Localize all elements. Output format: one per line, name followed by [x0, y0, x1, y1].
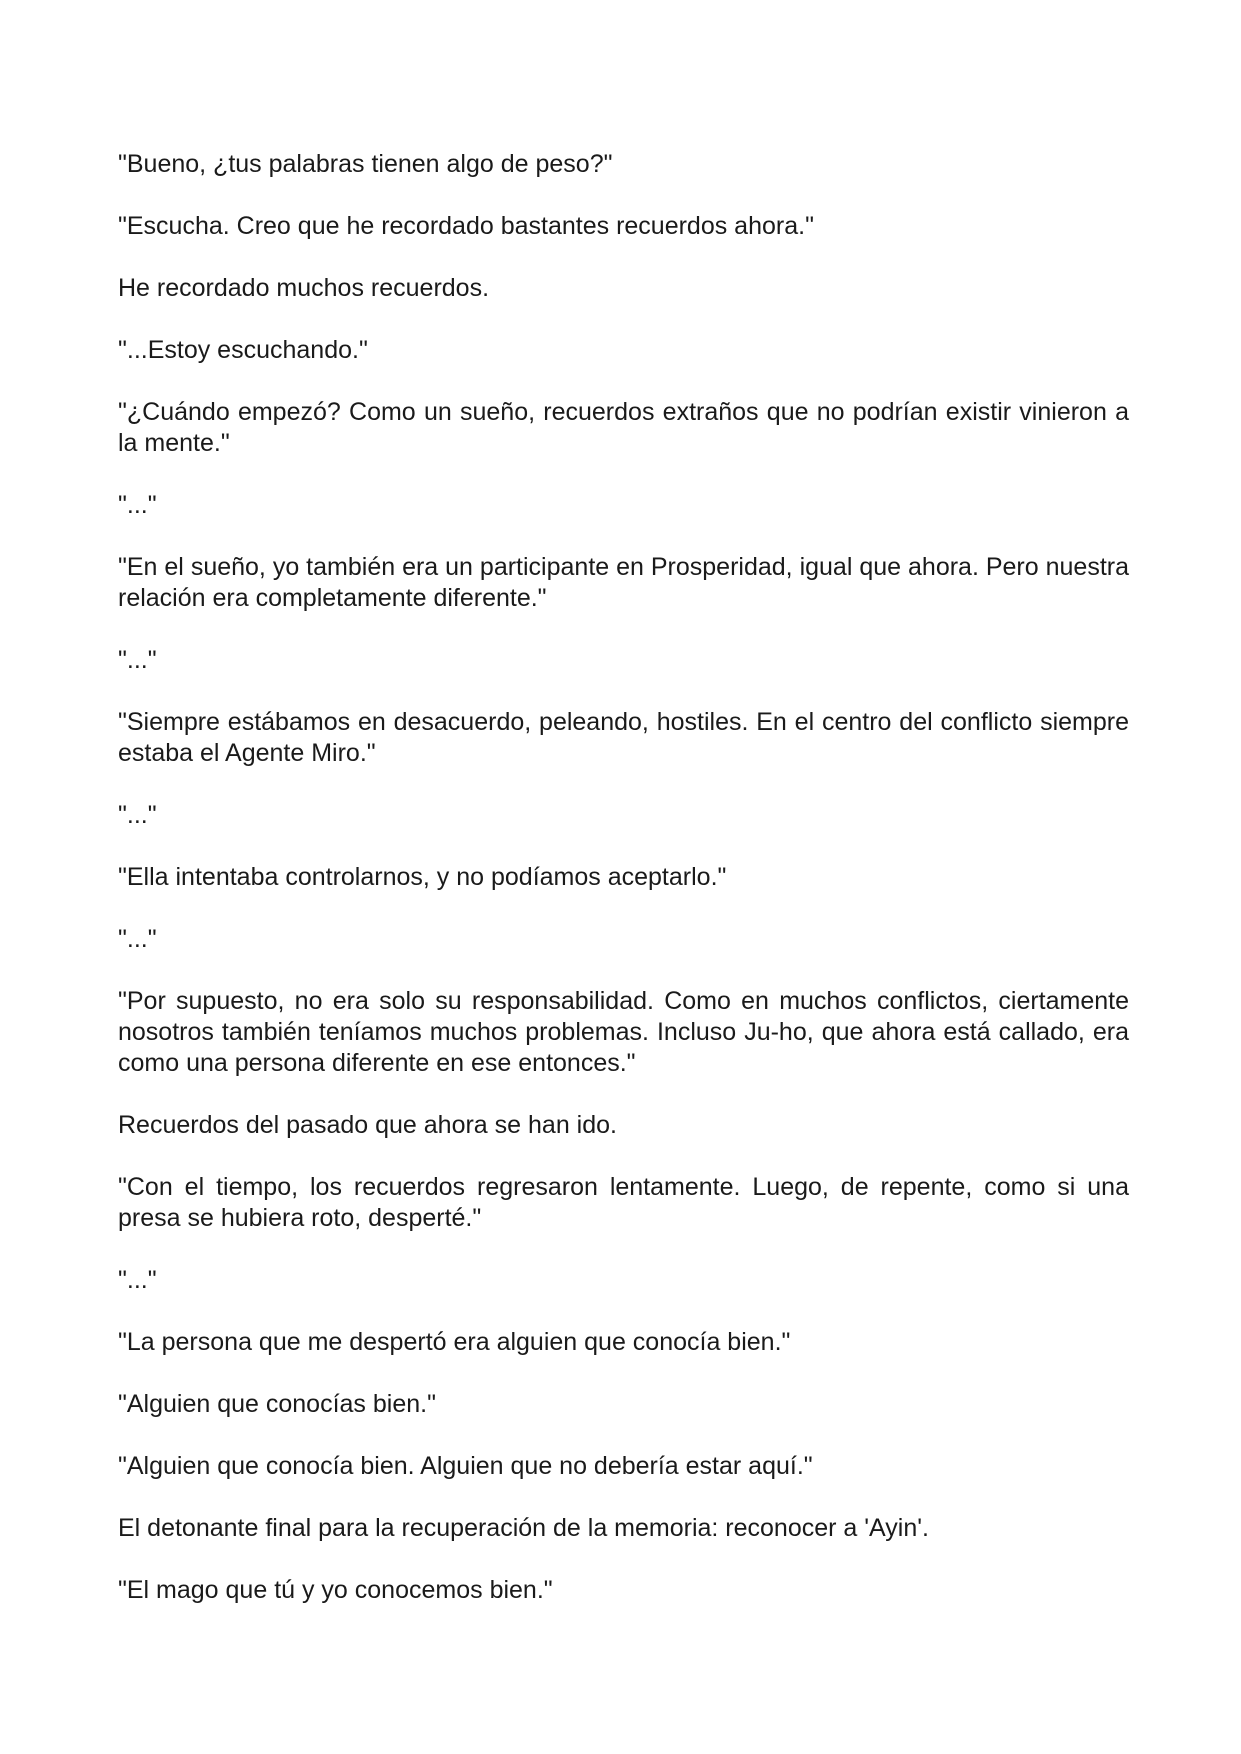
paragraph: "Escucha. Creo que he recordado bastantes recuerdos ahora."	[118, 212, 814, 240]
paragraph: "Por supuesto, no era solo su responsabilidad. Como en muchos conflictos, ciertamente nosotros también teníamos muchos problemas. Incluso Ju-ho, que ahora está callado, era como una persona diferente en ese entonces."	[118, 987, 1129, 1077]
paragraph: El detonante final para la recuperación de la memoria: reconocer a 'Ayin'.	[118, 1514, 929, 1542]
paragraph: "..."	[118, 646, 157, 674]
paragraph: "..."	[118, 491, 157, 519]
paragraph: "Bueno, ¿tus palabras tienen algo de peso?"	[118, 150, 613, 178]
paragraph: "..."	[118, 801, 157, 829]
paragraph: "Ella intentaba controlarnos, y no podíamos aceptarlo."	[118, 863, 727, 891]
paragraph: "Alguien que conocía bien. Alguien que no debería estar aquí."	[118, 1452, 813, 1480]
paragraph: "..."	[118, 1266, 157, 1294]
paragraph: Recuerdos del pasado que ahora se han ido.	[118, 1111, 617, 1139]
paragraph: He recordado muchos recuerdos.	[118, 274, 490, 302]
paragraph: "Alguien que conocías bien."	[118, 1390, 436, 1418]
document-body	[118, 149, 1129, 1637]
paragraph: "El mago que tú y yo conocemos bien."	[118, 1576, 553, 1604]
paragraph: "¿Cuándo empezó? Como un sueño, recuerdos extraños que no podrían existir vinieron a la mente."	[118, 398, 1129, 457]
paragraph: "Siempre estábamos en desacuerdo, peleando, hostiles. En el centro del conflicto siempre estaba el Agente Miro."	[118, 708, 1129, 767]
paragraph: "..."	[118, 925, 157, 953]
paragraph: "...Estoy escuchando."	[118, 336, 368, 364]
paragraph: "Con el tiempo, los recuerdos regresaron lentamente. Luego, de repente, como si una presa se hubiera roto, desperté."	[118, 1173, 1129, 1232]
paragraph: "La persona que me despertó era alguien que conocía bien."	[118, 1328, 791, 1356]
paragraph: "En el sueño, yo también era un participante en Prosperidad, igual que ahora. Pero nuestra relación era completamente diferente."	[118, 553, 1129, 612]
